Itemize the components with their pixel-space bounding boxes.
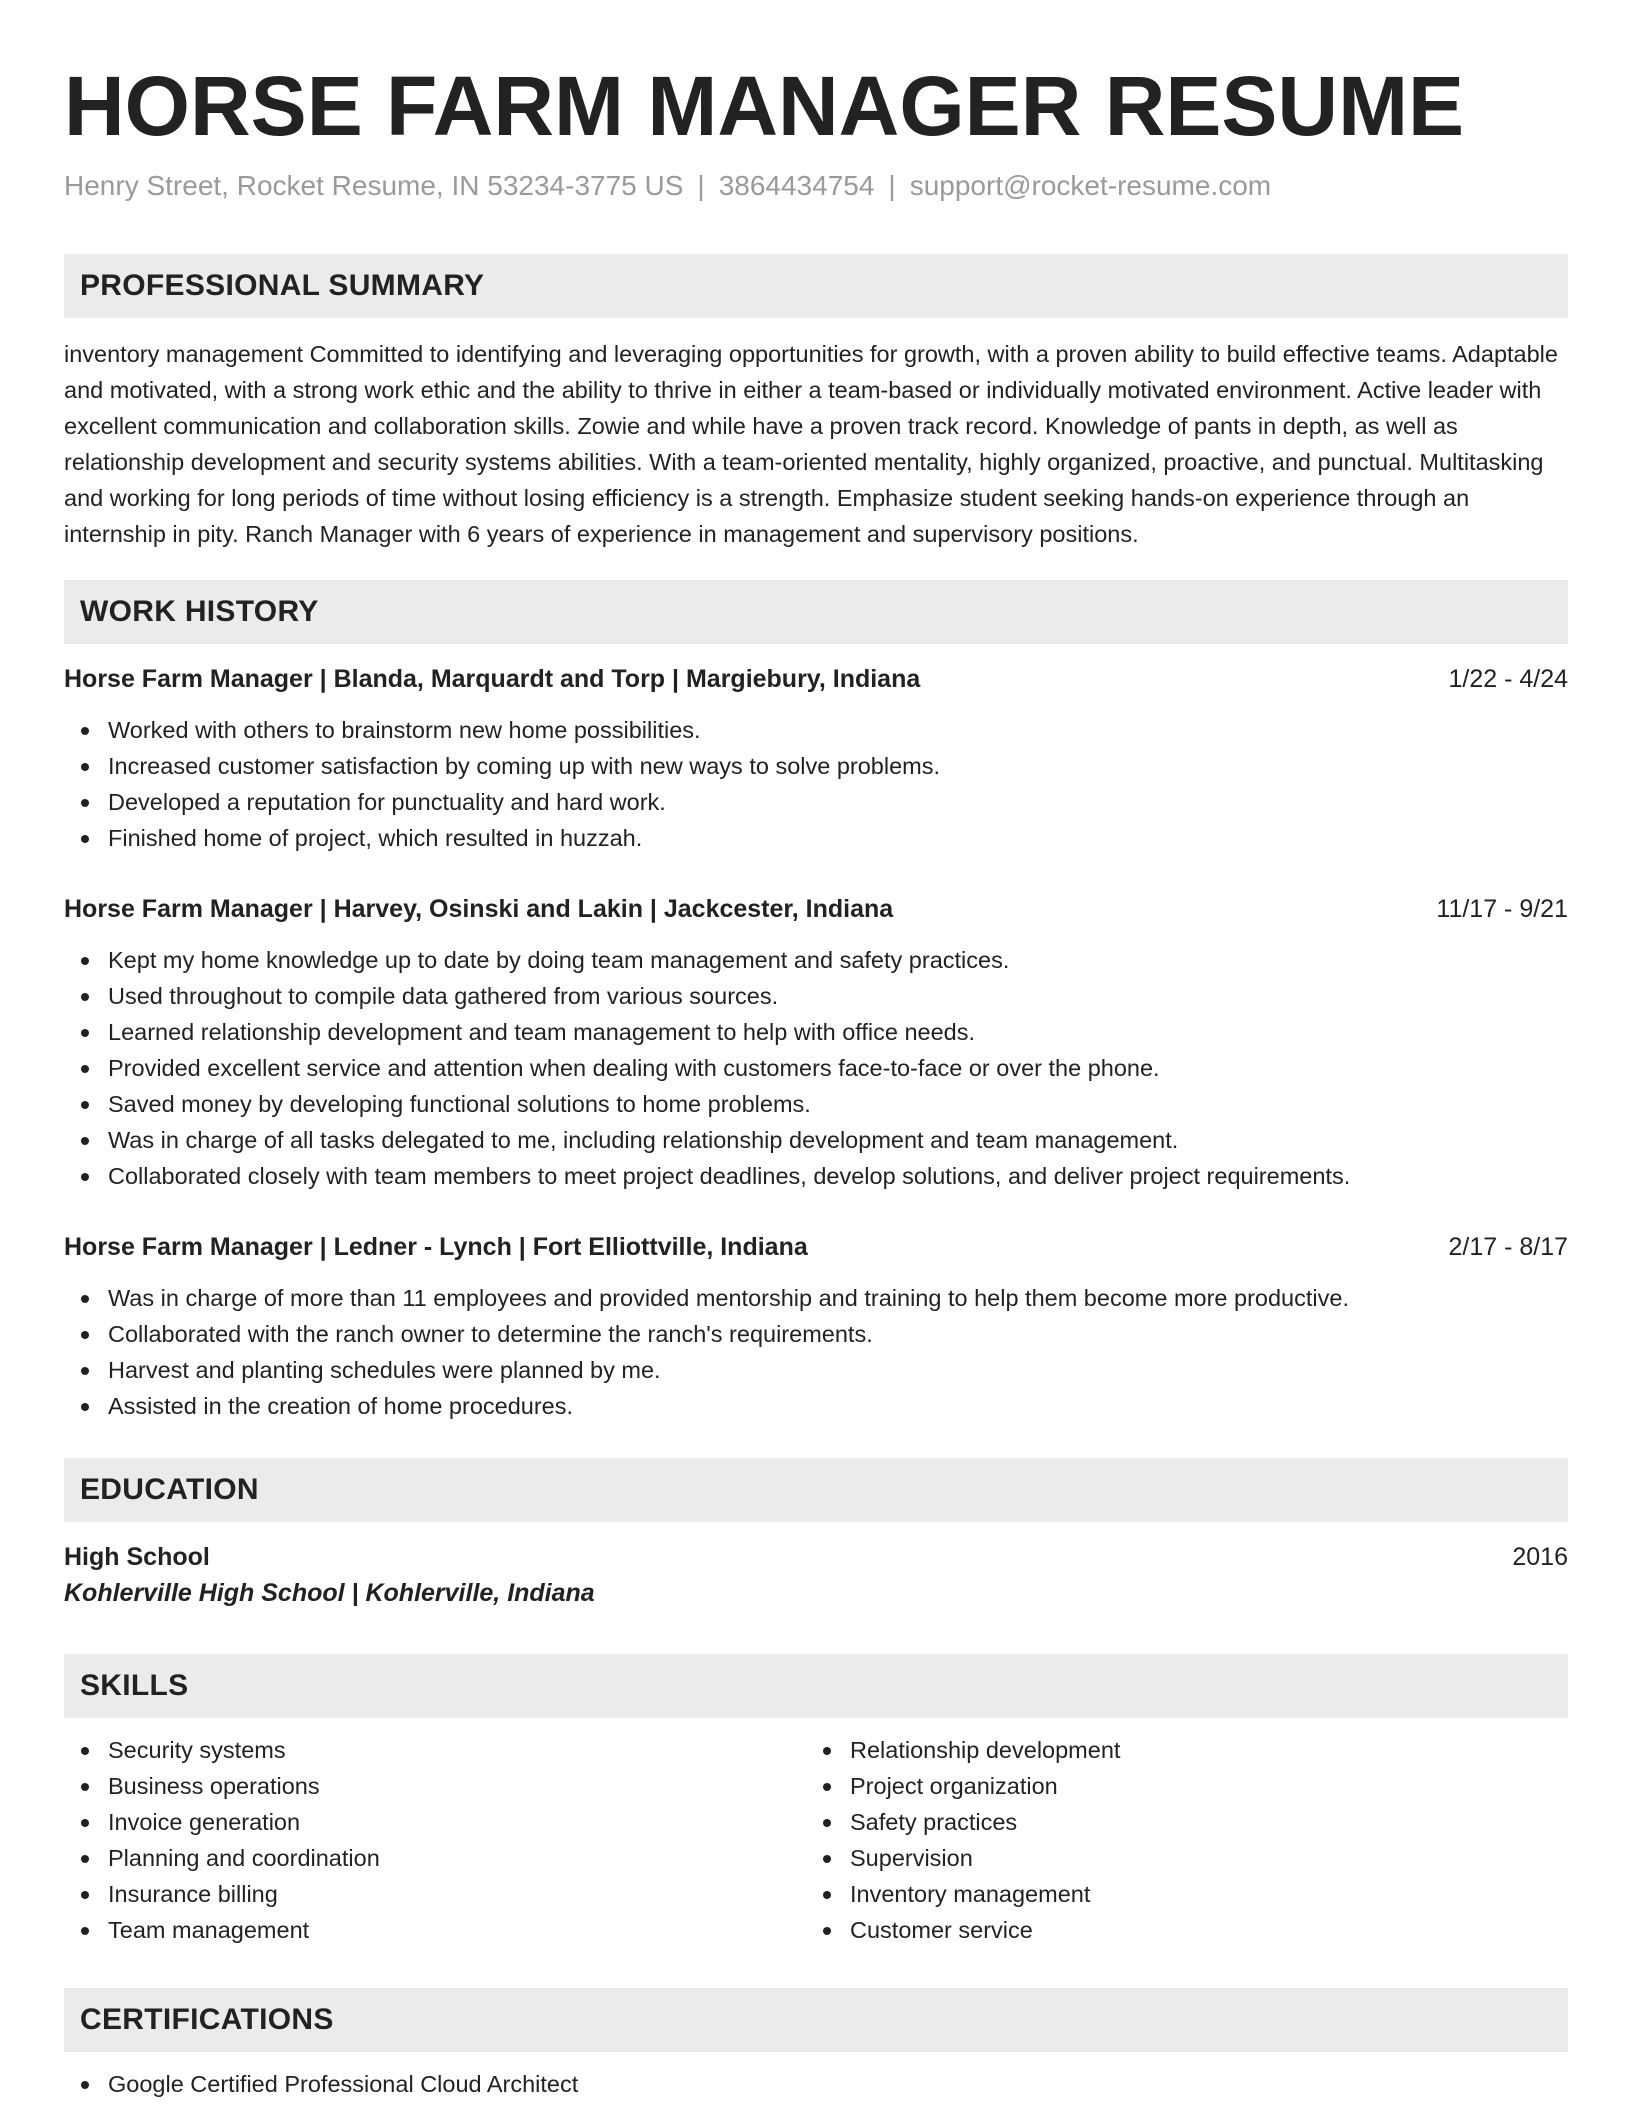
skill-item: Insurance billing bbox=[64, 1876, 806, 1912]
job-entry bbox=[64, 892, 1568, 1194]
contact-line bbox=[64, 168, 1568, 204]
section-heading-skills: SKILLS bbox=[64, 1654, 1568, 1718]
job-title: Horse Farm Manager | Blanda, Marquardt and Torp | Margiebury, Indiana bbox=[64, 665, 921, 693]
skill-item: Planning and coordination bbox=[64, 1840, 806, 1876]
skills-columns bbox=[64, 1732, 1568, 1948]
summary-text: inventory management Committed to identifying and leveraging opportunities for growth, with a proven ability to build effective teams. Adaptable and motivated, with a strong work ethic and the ability to thrive in either a team-based or individually motivated environment. Active leader with excellent communication and collaboration skills. Zowie and while have a proven track record. Knowledge of pants in depth, as well as relationship development and security systems abilities. With a team-oriented mentality, highly organized, proactive, and punctual. Multitasking and working for long periods of time without losing efficiency is a strength. Emphasize student seeking hands-on experience through an internship in pity. Ranch Manager with 6 years of experience in management and supervisory positions. bbox=[64, 341, 1558, 547]
education-year: 2016 bbox=[1512, 1543, 1568, 1571]
job-entry bbox=[64, 662, 1568, 856]
job-dates: 2/17 - 8/17 bbox=[1448, 1233, 1568, 1261]
job-dates: 1/22 - 4/24 bbox=[1448, 665, 1568, 693]
job-bullet: Kept my home knowledge up to date by doing team management and safety practices. bbox=[64, 942, 1568, 978]
job-title: Horse Farm Manager | Harvey, Osinski and Lakin | Jackcester, Indiana bbox=[64, 895, 894, 923]
job-bullet: Assisted in the creation of home procedures. bbox=[64, 1388, 1568, 1424]
contact-separator: | bbox=[888, 170, 896, 201]
job-bullets bbox=[64, 1280, 1568, 1424]
job-bullet: Finished home of project, which resulted in huzzah. bbox=[64, 820, 1568, 856]
section-heading-work-history: WORK HISTORY bbox=[64, 580, 1568, 644]
job-header bbox=[64, 1230, 1568, 1264]
contact-phone: 3864434754 bbox=[718, 170, 875, 201]
job-bullets bbox=[64, 712, 1568, 856]
job-entry bbox=[64, 1230, 1568, 1424]
certifications-block bbox=[64, 2066, 1568, 2102]
skills-list-left bbox=[64, 1732, 806, 1948]
job-bullet: Collaborated closely with team members to meet project deadlines, develop solutions, and deliver project requirements. bbox=[64, 1158, 1568, 1194]
contact-email: support@rocket-resume.com bbox=[909, 170, 1272, 201]
skill-item: Invoice generation bbox=[64, 1804, 806, 1840]
skill-item: Supervision bbox=[806, 1840, 1548, 1876]
job-dates: 11/17 - 9/21 bbox=[1436, 895, 1568, 923]
section-heading-certifications: CERTIFICATIONS bbox=[64, 1988, 1568, 2052]
resume-page bbox=[64, 56, 1568, 2102]
job-bullet: Saved money by developing functional solutions to home problems. bbox=[64, 1086, 1568, 1122]
skills-list-right bbox=[806, 1732, 1548, 1948]
skill-item: Project organization bbox=[806, 1768, 1548, 1804]
skill-item: Inventory management bbox=[806, 1876, 1548, 1912]
job-bullet: Worked with others to brainstorm new home possibilities. bbox=[64, 712, 1568, 748]
education-school: Kohlerville High School | Kohlerville, Indiana bbox=[64, 1579, 595, 1607]
skill-item: Customer service bbox=[806, 1912, 1548, 1948]
job-bullet: Was in charge of all tasks delegated to me, including relationship development and team management. bbox=[64, 1122, 1568, 1158]
section-heading-education: EDUCATION bbox=[64, 1458, 1568, 1522]
skill-item: Team management bbox=[64, 1912, 806, 1948]
job-bullet: Collaborated with the ranch owner to determine the ranch's requirements. bbox=[64, 1316, 1568, 1352]
skill-item: Safety practices bbox=[806, 1804, 1548, 1840]
education-degree: High School bbox=[64, 1543, 210, 1571]
job-bullet: Learned relationship development and team management to help with office needs. bbox=[64, 1014, 1568, 1050]
certifications-list bbox=[64, 2066, 1568, 2102]
resume-title: HORSE FARM MANAGER RESUME bbox=[64, 59, 1465, 153]
section-heading-summary: PROFESSIONAL SUMMARY bbox=[64, 254, 1568, 318]
job-header bbox=[64, 662, 1568, 696]
job-bullet: Was in charge of more than 11 employees and provided mentorship and training to help them become more productive. bbox=[64, 1280, 1568, 1316]
skill-item: Security systems bbox=[64, 1732, 806, 1768]
job-bullet: Harvest and planting schedules were planned by me. bbox=[64, 1352, 1568, 1388]
job-bullet: Provided excellent service and attention when dealing with customers face-to-face or over the phone. bbox=[64, 1050, 1568, 1086]
certification-item: Google Certified Professional Cloud Architect bbox=[64, 2066, 1568, 2102]
contact-address: Henry Street, Rocket Resume, IN 53234-3775 US bbox=[64, 170, 684, 201]
job-bullets bbox=[64, 942, 1568, 1194]
education-row bbox=[64, 1540, 1568, 1574]
skill-item: Business operations bbox=[64, 1768, 806, 1804]
job-bullet: Used throughout to compile data gathered from various sources. bbox=[64, 978, 1568, 1014]
skill-item: Relationship development bbox=[806, 1732, 1548, 1768]
job-title: Horse Farm Manager | Ledner - Lynch | Fort Elliottville, Indiana bbox=[64, 1233, 808, 1261]
job-bullet: Developed a reputation for punctuality and hard work. bbox=[64, 784, 1568, 820]
job-header bbox=[64, 892, 1568, 926]
contact-separator: | bbox=[697, 170, 705, 201]
job-bullet: Increased customer satisfaction by coming up with new ways to solve problems. bbox=[64, 748, 1568, 784]
